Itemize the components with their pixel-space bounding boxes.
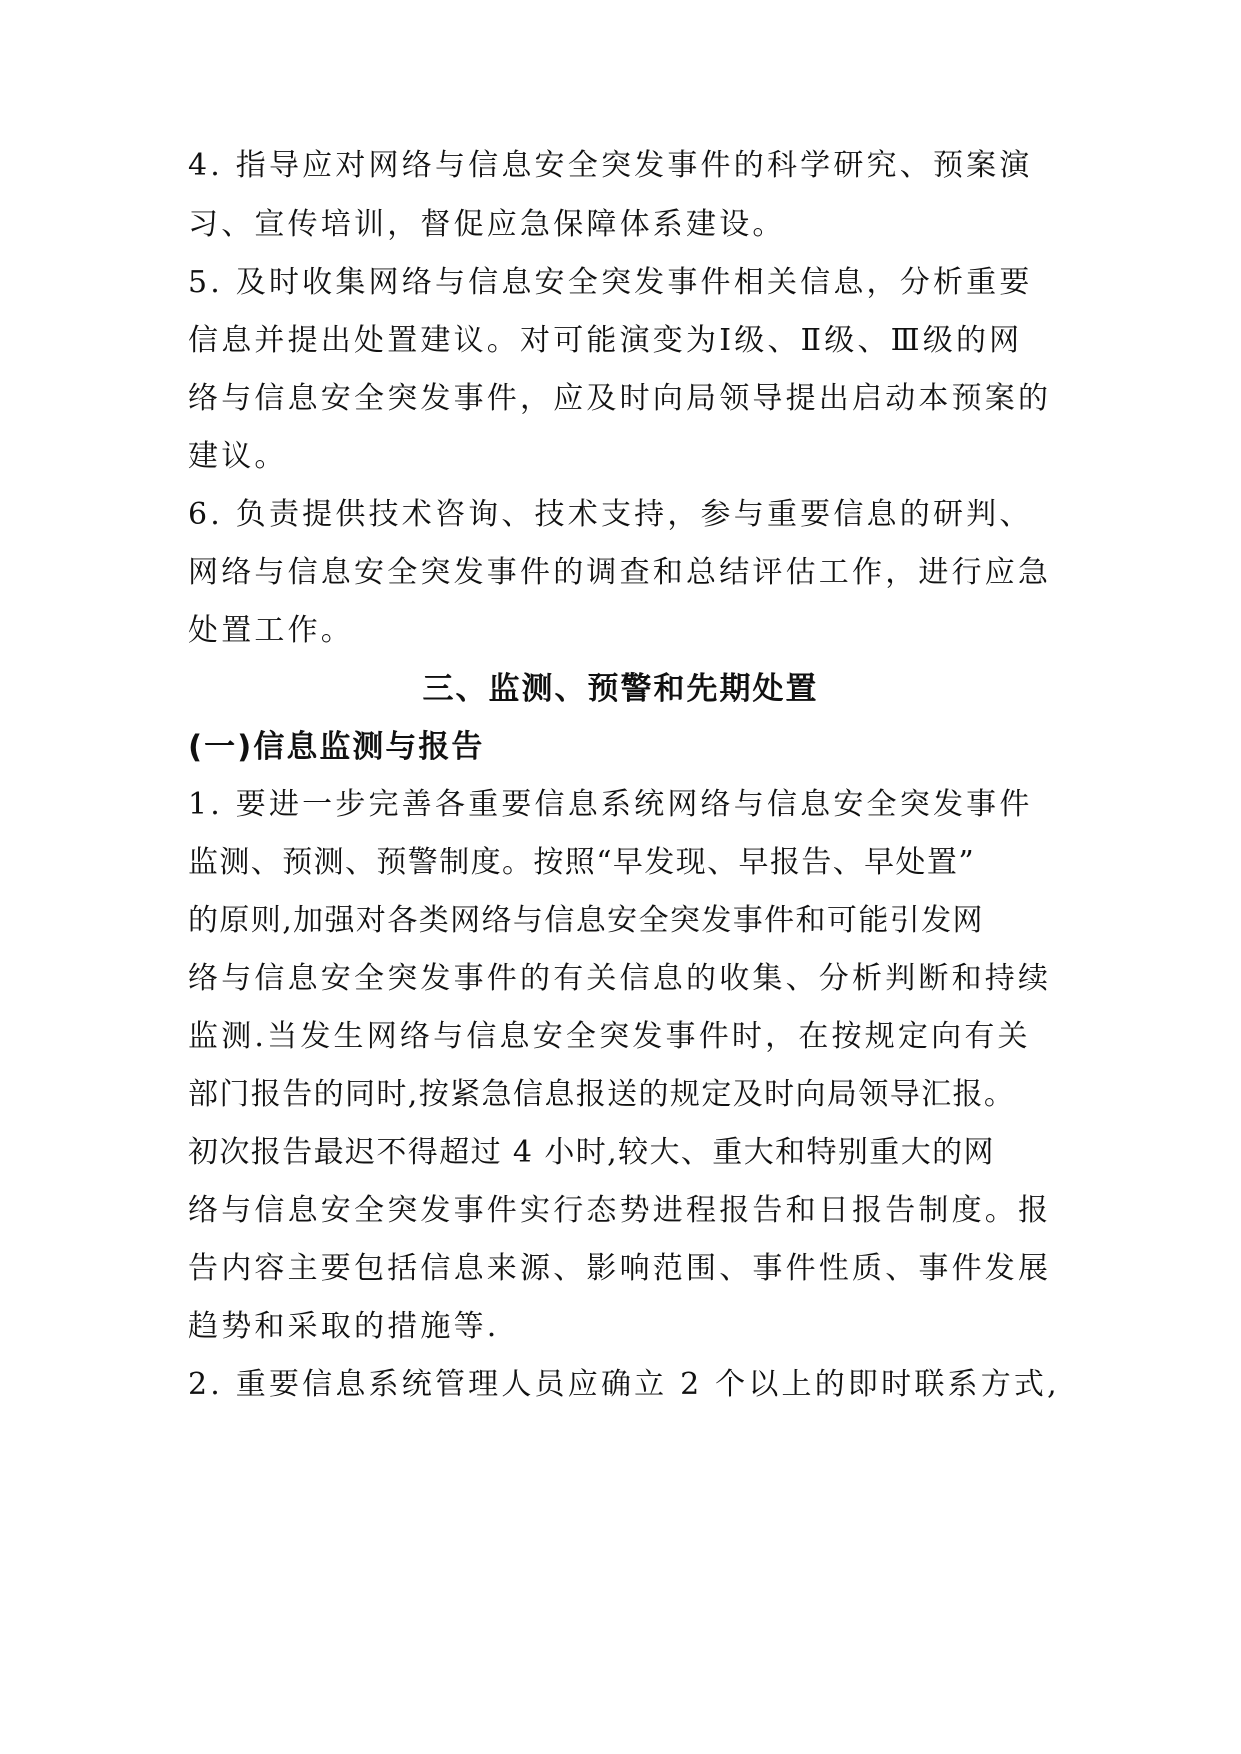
text-line: 信息并提出处置建议。对可能演变为Ⅰ级、Ⅱ级、Ⅲ级的网	[188, 323, 1023, 358]
text-line: 络与信息安全突发事件，应及时向局领导提出启动本预案的	[188, 381, 1052, 416]
text-line: 5. 及时收集网络与信息安全突发事件相关信息，分析重要	[188, 265, 1033, 300]
text-line: 的原则,加强对各类网络与信息安全突发事件和可能引发网	[188, 903, 984, 938]
text-line: 2. 重要信息系统管理人员应确立 2 个以上的即时联系方式,	[188, 1367, 1060, 1402]
text-line: 1. 要进一步完善各重要信息系统网络与信息安全突发事件	[188, 787, 1033, 822]
text-line: 趋势和采取的措施等.	[188, 1309, 500, 1344]
text-line: 处置工作。	[188, 613, 354, 648]
text-line: 初次报告最迟不得超过 4 小时,较大、重大和特别重大的网	[188, 1135, 995, 1170]
text-line: 6. 负责提供技术咨询、技术支持，参与重要信息的研判、	[188, 497, 1033, 532]
section-heading: 三、监测、预警和先期处置	[422, 671, 819, 707]
text-line: 部门报告的同时,按紧急信息报送的规定及时向局领导汇报。	[188, 1077, 1016, 1112]
text-line: 络与信息安全突发事件实行态势进程报告和日报告制度。报	[188, 1193, 1052, 1228]
text-line: 告内容主要包括信息来源、影响范围、事件性质、事件发展	[188, 1251, 1052, 1286]
text-line: 4. 指导应对网络与信息安全突发事件的科学研究、预案演	[188, 148, 1033, 183]
text-line: 习、宣传培训，督促应急保障体系建设。	[188, 207, 786, 242]
text-line: 建议。	[188, 439, 288, 474]
text-line: 网络与信息安全突发事件的调查和总结评估工作，进行应急	[188, 555, 1052, 590]
text-line: 络与信息安全突发事件的有关信息的收集、分析判断和持续	[188, 961, 1052, 996]
subsection-heading: (一)信息监测与报告	[188, 729, 485, 765]
text-line: 监测、预测、预警制度。按照“早发现、早报告、早处置”	[188, 845, 976, 880]
text-line: 监测.当发生网络与信息安全突发事件时，在按规定向有关	[188, 1019, 1031, 1054]
